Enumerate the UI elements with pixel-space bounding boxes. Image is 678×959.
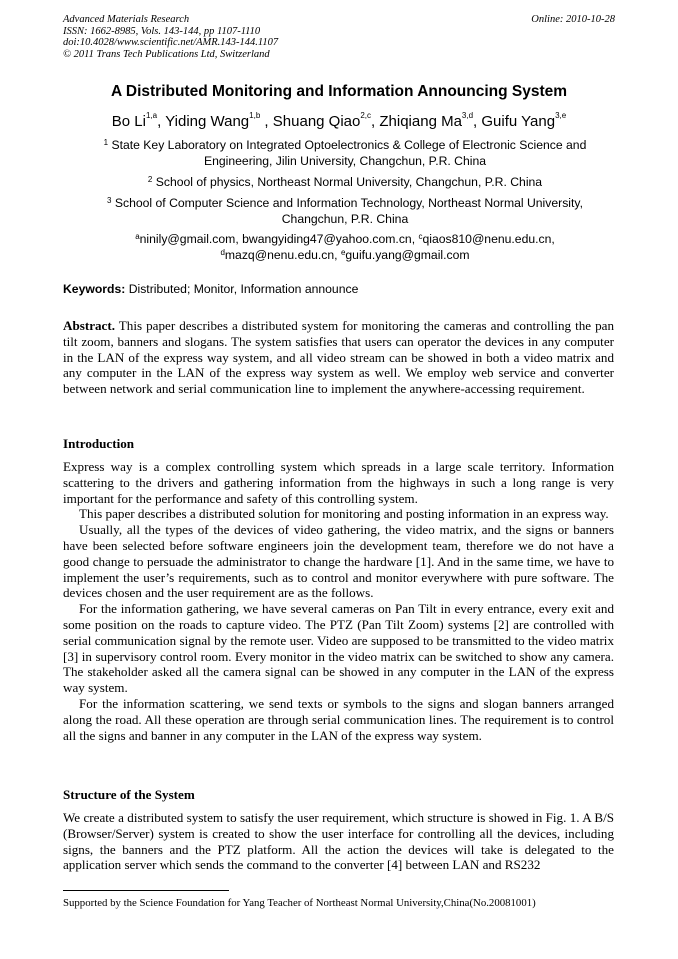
author-name: Guifu Yang [481,113,556,130]
keywords-text: Distributed; Monitor, Information announce [128,282,359,296]
affiliation-number: 2 [147,175,153,184]
affiliation-2 [80,174,610,190]
section-heading-structure: Structure of the System [63,787,195,802]
paragraph: Express way is a complex controlling system which spreads in a large scale territory. Information scattering to the drivers and gathering information from the highways in such a long range is very important for the performance and safety of this controlling system. [63,459,614,506]
author-sup: 3,e [555,111,567,120]
author-sup: 2,c [360,111,372,120]
introduction-body [63,459,614,743]
affiliation-1 [80,137,610,169]
author-sup: 1,a [146,111,158,120]
abstract-text: This paper describes a distributed system for monitoring the cameras and controlling the pan tilt zoom, banners and slogans. The system satisfies that users can operator the devices in any computer in the LAN of the express way system, and all video stream can be showed in both a video matrix and any computer in the LAN of the express way system as well. We employ web service and converter between network and serial communication line to implement the anywhere-accessing requirement. [63,318,614,397]
structure-body [63,810,614,873]
author-name: Yiding Wang [165,113,250,130]
doi-line: doi:10.4028/www.scientific.net/AMR.143-144.1107 [63,37,279,49]
email-address: ninily@gmail.com [139,232,236,246]
paragraph: For the information gathering, we have several cameras on Pan Tilt in every entrance, every exit and some position on the roads to capture video. The PTZ (Pan Tilt Zoom) systems [2] are controlled with serial communication signal by the remote user. Video are supposed to be transmitted to the video matrix [3] in supervisory control room. Every monitor in the video matrix can be switched to show any camera. The stakeholder asked all the camera signal can be showed in any computer in the LAN of the express way system. [63,601,614,696]
paragraph: For the information scattering, we send texts or symbols to the signs and slogan banners arranged along the road. All these operation are through serial communication lines. The requirement is to control all the signs and banner in any computer in the LAN of the express way system. [63,695,614,743]
email-sup: d [220,248,225,257]
footnote: Supported by the Science Foundation for Yang Teacher of Northeast Normal University,China(No.20081001) [63,897,536,909]
affiliation-3 [80,195,610,227]
email-sup: a [135,232,140,241]
issn-line: ISSN: 1662-8985, Vols. 143-144, pp 1107-1110 [63,25,261,37]
section-heading-introduction: Introduction [63,436,135,451]
keywords [63,282,358,296]
paragraph: We create a distributed system to satisfy the user requirement, which structure is showed in Fig. 1. A B/S (Browser/Server) system is created to show the user interface for controlling all the devices, including signs, the banners and the PTZ platform. All the action the devices will take is delegated to the application server which sends the command to the converter [4] between LAN and RS232 [63,810,614,873]
author-sup: 3,d [461,111,474,120]
copyright-line: © 2011 Trans Tech Publications Ltd, Switzerland [63,48,270,60]
author-name: Zhiqiang Ma [379,113,462,130]
journal-name: Advanced Materials Research [63,14,190,25]
paper-title: A Distributed Monitoring and Information Announcing System [110,83,568,100]
email-sup: c [418,232,423,241]
author-sup: 1,b [249,111,261,120]
affiliation-text: School of physics, Northeast Normal University, Changchun, P.R. China [155,175,543,189]
author-name: Bo Li [111,113,146,130]
email-address: bwangyiding47@yahoo.com.cn [242,232,412,246]
affiliation-text: School of Computer Science and Information Technology, Northeast Normal University, Changchun, P.R. China [114,196,583,226]
author-list: Bo Li$^{1,a}$, Yiding Wang$^{1,b}$ , Shuang Qiao$^{2,c}$, Zhiqiang Ma$^{3,d}$, Guifu Yang$^{3,e}$ [111,111,567,130]
email-address: mazq@nenu.edu.cn [224,248,335,262]
online-date: Online: 2010-10-28 [531,14,615,25]
keywords-label: Keywords: [63,282,126,296]
author-name: Shuang Qiao [272,113,361,130]
affiliation-number: 3 [107,196,112,205]
paragraph: This paper describes a distributed solution for monitoring and posting information in an express way. [79,506,609,522]
affiliation-number: 1 [103,138,109,147]
journal-header [63,14,278,60]
email-address: qiaos810@nenu.edu.cn [422,232,552,246]
paragraph: Usually, all the types of the devices of video gathering, the video matrix, and the signs or banners have been selected before software engineers join the development team, therefore we do not have a good change to persuade the administrator to change the hardware [1]. And in the same time, we have to implement the user’s requirements, such as to control and monitor everywhere with pure software. The devices chosen and the user requirement are as the follows. [63,522,614,601]
email-address: guifu.yang@gmail.com [345,248,470,262]
email-sup: e [340,248,346,257]
abstract [63,318,614,397]
abstract-label: Abstract. [63,318,115,333]
footnote-rule [63,890,229,891]
affiliation-text: State Key Laboratory on Integrated Optoelectronics & College of Electronic Science and Engineering, Jilin University, Changchun, P.R. China [111,138,587,168]
email-list: $^a$ninily@gmail.com, bwangyiding47@yahoo.com.cn, $^c$qiaos810@nenu.edu.cn, $^d$mazq@nenu.edu.cn, $^e$guifu.yang@gmail.com [135,232,555,262]
